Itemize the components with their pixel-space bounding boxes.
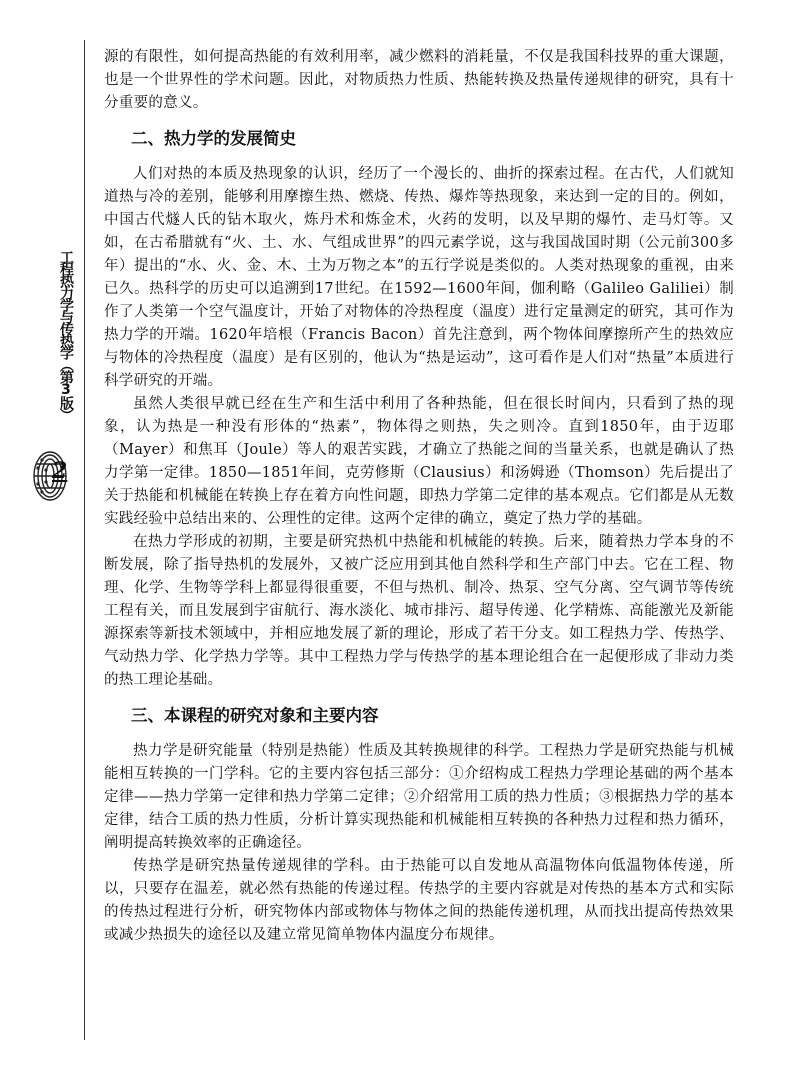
page-number: 2 (52, 458, 68, 484)
book-title-vertical: 工程热力学与传热学（第3版） (58, 250, 74, 420)
paragraph-continued: 源的有限性，如何提高热能的有效利用率，减少燃料的消耗量，不仅是我国科技界的重大课题，也是一个世界性的学术问题。因此，对物质热力性质、热能转换及热量传递规律的研究，具有十分重要的意义。 (104, 49, 734, 111)
paragraph-history-2: 虽然人类很早就已经在生产和生活中利用了各种热能，但在很长时间内，只看到了热的现象，认为热是一种没有形体的“热素”，物体得之则热，失之则冷。直到1850年，由于迈耶（Mayer）和焦耳（Joule）等人的艰苦实践，才确立了热能之间的当量关系，也就是确认了热力学第一定律。1850—1851年间，克劳修斯（Clausius）和汤姆逊（Thomson）先后提出了关于热能和机械能在转换上存在着方向性问题，即热力学第二定律的基本观点。它们都是从无数实践经验中总结出来的、公理性的定律。这两个定律的确立，奠定了热力学的基础。 (104, 396, 734, 527)
paragraph-history-3: 在热力学形成的初期，主要是研究热机中热能和机械能的转换。后来，随着热力学本身的不断发展，除了指导热机的发展外，又被广泛应用到其他自然科学和生产部门中去。它在工程、物理、化学、生物等学科上都显得很重要，不但与热机、制冷、热泵、空气分离、空气调节等传统工程有关，而且发展到宇宙航行、海水淡化、城市排污、超导传递、化学精炼、高能激光及新能源探索等新技术领域中，并相应地发展了新的理论，形成了若干分支。如工程热力学、传热学、气动热力学、化学热力学等。其中工程热力学与传热学的基本理论组合在一起便形成了非动力类的热工理论基础。 (104, 534, 734, 688)
margin-rule (84, 40, 85, 1040)
section-heading-course: 三、本课程的研究对象和主要内容 (131, 706, 379, 725)
paragraph-history-1: 人们对热的本质及热现象的认识，经历了一个漫长的、曲折的探索过程。在古代，人们就知道热与冷的差别，能够利用摩擦生热、燃烧、传热、爆炸等热现象，来达到一定的目的。例如，中国古代燧人氏的钻木取火，炼丹术和炼金术，火药的发明，以及早期的爆竹、走马灯等。又如，在古希腊就有“火、土、水、气组成世界”的四元素学说，这与我国战国时期（公元前300多年）提出的“水、火、金、木、土为万物之本”的五行学说是类似的。人类对热现象的重视，由来已久。热科学的历史可以追溯到17世纪。在1592—1600年间，伽利略（Galileo Galiliei）制作了人类第一个空气温度计，开始了对物体的冷热程度（温度）进行定量测定的研究，其可作为热力学的开端。1620年培根（Francis Bacon）首先注意到，两个物体间摩擦所产生的热效应与物体的冷热程度（温度）是有区别的，他认为“热是运动”，这可看作是人们对“热量”本质进行科学研究的开端。 (104, 166, 734, 389)
section-heading-history: 二、热力学的发展简史 (131, 129, 296, 148)
page-body (104, 46, 734, 947)
paragraph-course-2: 传热学是研究热量传递规律的学科。由于热能可以自发地从高温物体向低温物体传递，所以，只要存在温差，就必然有热能的传递过程。传热学的主要内容就是对传热的基本方式和实际的传热过程进行分析，研究物体内部或物体与物体之间的热能传递机理，从而找出提高传热效果或减少热损失的途径以及建立常见简单物体内温度分布规律。 (104, 858, 734, 943)
paragraph-course-1: 热力学是研究能量（特别是热能）性质及其转换规律的科学。工程热力学是研究热能与机械能相互转换的一门学科。它的主要内容包括三部分：①介绍构成工程热力学理论基础的两个基本定律——热力学第一定律和热力学第二定律；②介绍常用工质的热力性质；③根据热力学的基本定律，结合工质的热力性质，分析计算实现热能和机械能相互转换的各种热力过程和热力循环，阐明提高转换效率的正确途径。 (104, 743, 734, 851)
